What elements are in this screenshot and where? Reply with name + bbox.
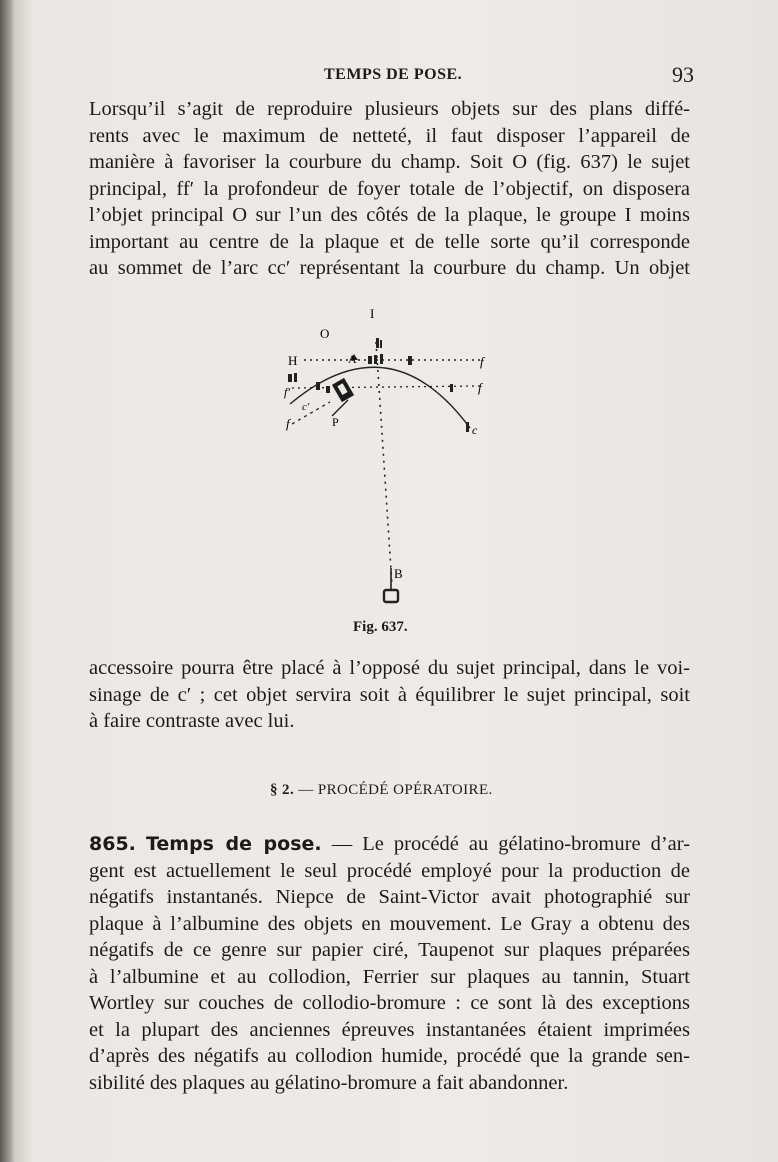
article-dash: — [331, 833, 353, 855]
text-line: et la plupart des anciennes épreuves instantanées étaient imprimées [89, 1018, 690, 1041]
object-marks-1 [368, 356, 372, 364]
paragraph-continuation [89, 655, 690, 735]
optical-axis [376, 342, 392, 585]
text-line: accessoire pourra être placé à l’opposé du sujet principal, dans le voi- [89, 657, 690, 679]
text-line: négatifs instantanés. Niepce de Saint-Victor avait photographié sur [89, 886, 690, 908]
figure-caption: Fig. 637. [353, 619, 408, 635]
section-heading [270, 782, 493, 799]
page-number: 93 [672, 62, 694, 87]
label-b: B [394, 566, 403, 581]
paragraph-intro [89, 96, 690, 282]
label-c: c [472, 423, 478, 437]
text-line: Wortley sur couches de collodio-bromure : ce sont là des exceptions [89, 992, 690, 1014]
text-line [89, 831, 690, 858]
label-f-upper: f [480, 354, 484, 369]
label-f-right: f [478, 380, 482, 395]
ray-p [332, 400, 348, 416]
section-title: PROCÉDÉ OPÉRATOIRE. [317, 782, 493, 798]
text-line: rents avec le maximum de netteté, il faut disposer l’appareil de [89, 124, 690, 147]
lens-b [384, 590, 398, 602]
text-line: principal, ff′ la profondeur de foyer totale de l’objectif, on disposera [89, 177, 690, 200]
facing-page-edge [0, 0, 14, 1162]
text-line: gent est actuellement le seul procédé employé pour la production de [89, 859, 690, 882]
label-c-prime: c′ [302, 401, 310, 413]
article-heading: Temps de pose. [145, 833, 322, 855]
line-f-left [292, 402, 330, 424]
object-marks-2 [408, 356, 412, 365]
label-h: H [288, 353, 298, 368]
text-line: à l’albumine et au collodion, Ferrier sur plaques au tannin, Stuart [89, 965, 690, 988]
label-a: A [348, 352, 357, 366]
article-first-line: Le procédé au gélatino-bromure d’ar- [362, 833, 691, 855]
text-line: sinage de c′ ; cet objet servira soit à équilibrer le sujet principal, soit [89, 683, 690, 706]
label-f-prime: f′ [284, 385, 290, 399]
text-line: plaque à l’albumine des objets en mouvement. Le Gray a obtenu des [89, 912, 690, 935]
article-number: 865. [89, 833, 136, 855]
running-title: TEMPS DE POSE. [324, 66, 463, 83]
label-p: P [332, 415, 339, 429]
page-header [0, 64, 778, 92]
text-line: l’objet principal O sur l’un des côtés de la plaque, le groupe I moins [89, 204, 690, 226]
text-line: à faire contraste avec lui. [89, 710, 295, 732]
text-line: important au centre de la plaque et de telle sorte qu’il corresponde [89, 230, 690, 253]
section-number: § 2. [270, 782, 295, 798]
field-curvature-arc [290, 367, 470, 428]
label-o: O [320, 326, 330, 341]
text-line: manière à favoriser la courbure du champ. Soit O (fig. 637) le sujet [89, 151, 690, 173]
text-line: au sommet de l’arc cc′ représentant la courbure du champ. Un objet [89, 257, 690, 279]
paragraph-865 [89, 831, 690, 1096]
label-f-left: f [286, 416, 290, 431]
text-line: d’après des négatifs au collodion humide, procédé que la grande sen- [89, 1045, 690, 1067]
figure-637-diagram [270, 300, 530, 610]
text-line: sibilité des plaques au gélatino-bromure a fait abandonner. [89, 1071, 569, 1094]
label-i: I [370, 306, 375, 321]
text-line: négatifs de ce genre sur papier ciré, Taupenot sur plaques préparées [89, 939, 690, 961]
section-dash: — [298, 782, 314, 798]
text-line: Lorsqu’il s’agit de reproduire plusieurs objets sur des plans diffé- [89, 98, 690, 120]
